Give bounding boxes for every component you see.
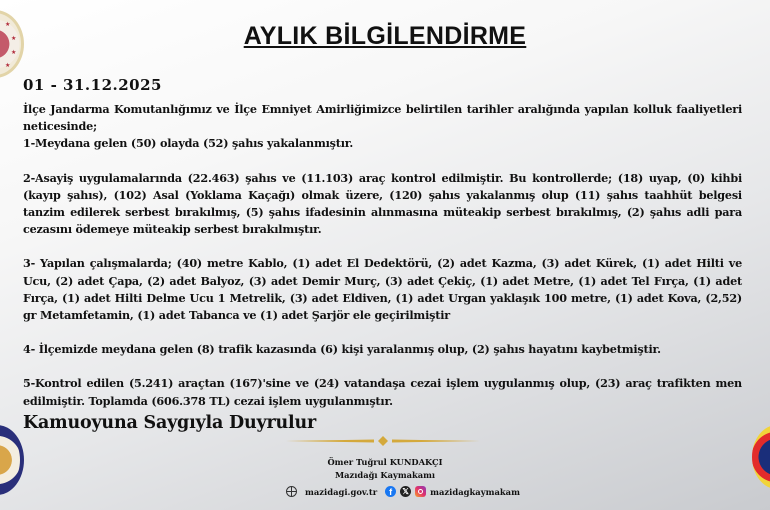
report-item-1: 1-Meydana gelen (50) olayda (52) şahıs yakalanmıştır. (23, 136, 354, 151)
facebook-icon[interactable]: f (385, 486, 396, 497)
footer-contacts (286, 486, 520, 497)
star-icon: ★ (11, 35, 17, 42)
report-item-2: 2-Asayiş uygulamalarında (22.463) şahıs ve (11.103) araç kontrol edilmiştir. Bu kontrollerde; (18) uyap, (0) kihbi (kayıp şahıs), (102) Asal (Yoklama Kaçağı) olmak üzere, (120) şahıs yakalanmış olup (11) şahıs taahhüt belgesi tanzim edilerek serbest bırakılmış, (5) şahıs ifadesinin alınmasına müteakip serbest bırakılmış, (2) şahıs adli para cezasını ödemeye müteakip serbest bırakılmıştır. (23, 170, 742, 237)
x-icon[interactable]: 𝕏 (400, 486, 411, 497)
globe-icon (286, 486, 297, 497)
report-item-5: 5-Kontrol edilen (5.241) araçtan (167)'sine ve (24) vatandaşa cezai işlem uygulanmış olup, (23) araç trafikten men edilmiştir. Toplamda (606.378 TL) cezai işlem uygulanmıştır. (23, 376, 742, 408)
report-item-3: 3- Yapılan çalışmalarda; (40) metre Kablo, (1) adet El Dedektörü, (2) adet Kazma, (3) adet Kürek, (1) adet Hilti ve Ucu, (2) adet Çapa, (2) adet Balyoz, (3) adet Demir Murç, (3) adet Çekiç, (1) adet Metre, (1) adet Tel Fırça, (1) adet Fırça, (1) adet Hilti Delme Ucu 1 Metrelik, (3) adet Eldiven, (1) adet Urgan yaklaşık 100 metre, (1) adet Kova, (2,52) gr Metamfetamin, (1) adet Tabanca ve (1) adet Şarjör ele geçirilmiştir (23, 256, 742, 323)
ornamental-divider (286, 436, 480, 446)
signer-role: Mazıdağı Kaymakamı (334, 470, 436, 480)
police-emblem (0, 425, 24, 495)
signer-name: Ömer Tuğrul KUNDAKÇI (327, 457, 443, 467)
page-title: AYLIK BİLGİLENDİRME (243, 22, 527, 50)
report-body (23, 101, 742, 410)
date-range: 01 - 31.12.2025 (23, 76, 162, 94)
instagram-icon[interactable] (415, 486, 426, 497)
star-icon: ★ (5, 21, 11, 28)
website-link[interactable]: mazidagi.gov.tr (305, 486, 378, 497)
star-icon: ★ (11, 49, 17, 56)
report-item-4: 4- İlçemizde meydana gelen (8) trafik kazasında (6) kişi yaralanmış olup, (2) şahıs hayatını kaybetmiştir. (23, 342, 661, 357)
social-handle[interactable]: mazidagkaymakam (430, 486, 520, 497)
star-icon: ★ (5, 62, 11, 69)
closing-statement: Kamuoyuna Saygıyla Duyrulur (23, 413, 316, 433)
intro-paragraph: İlçe Jandarma Komutanlığımız ve İlçe Emniyet Amirliğimizce belirtilen tarihler aralığında yapılan kolluk faaliyetleri neticesinde; (23, 102, 742, 134)
